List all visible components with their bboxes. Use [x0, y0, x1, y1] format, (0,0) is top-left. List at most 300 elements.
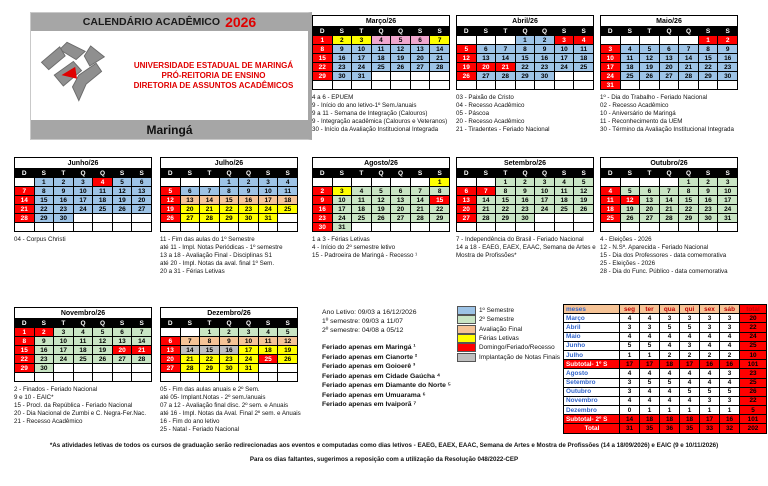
summary-day-cell: 3 [660, 314, 680, 323]
weekday-header: S [332, 27, 352, 36]
summary-row-julho [564, 350, 767, 359]
weekday-header: D [15, 169, 35, 178]
day-cell: 30 [332, 72, 352, 81]
day-cell: 19 [574, 196, 594, 205]
weekday-header: S [698, 169, 718, 178]
day-cell: 14 [659, 196, 679, 205]
day-cell: 25 [73, 355, 93, 364]
summary-total-cell: 22 [740, 396, 767, 405]
day-cell: 27 [640, 214, 660, 223]
week-row [601, 178, 738, 187]
day-cell: 12 [93, 337, 113, 346]
day-cell: 3 [332, 187, 352, 196]
week-row [161, 337, 298, 346]
summary-day-cell: 4 [640, 396, 660, 405]
summary-day-cell: 4 [660, 369, 680, 378]
empty-cell [640, 178, 660, 187]
day-cell: 22 [430, 205, 450, 214]
weekday-header: T [640, 27, 660, 36]
day-cell: 24 [73, 205, 93, 214]
empty-cell [659, 81, 679, 90]
day-cell: 29 [34, 214, 54, 223]
weekday-header: D [15, 319, 35, 328]
day-cell: 4 [73, 328, 93, 337]
summary-day-cell: 16 [700, 360, 720, 369]
day-cell: 21 [496, 63, 516, 72]
day-cell: 19 [457, 63, 477, 72]
summary-day-cell: 4 [700, 341, 720, 350]
day-cell: 15 [200, 346, 220, 355]
summary-row-subtotal-2-s [564, 415, 767, 424]
weekday-header: Q [679, 169, 699, 178]
day-cell: 14 [430, 45, 450, 54]
empty-cell [15, 223, 35, 232]
day-cell: 26 [112, 205, 132, 214]
day-cell: 8 [698, 45, 718, 54]
day-cell: 28 [410, 214, 430, 223]
day-cell: 10 [601, 54, 621, 63]
summary-day-cell: 35 [640, 424, 660, 433]
header-block [30, 12, 312, 140]
summary-day-cell: 4 [720, 332, 740, 341]
week-row [313, 72, 450, 81]
day-cell: 18 [620, 63, 640, 72]
day-cell: 4 [352, 187, 372, 196]
calendar-notes-outubro [600, 236, 748, 276]
week-row [457, 178, 594, 187]
day-cell: 2 [332, 36, 352, 45]
summary-day-cell: 17 [620, 360, 640, 369]
empty-cell [457, 81, 477, 90]
calendar-note: 1 a 3 - Férias Letivas [312, 236, 370, 243]
legend-swatch-icon [457, 353, 476, 362]
summary-day-cell: 4 [620, 332, 640, 341]
summary-col-header: meses [564, 305, 620, 314]
empty-cell [93, 223, 113, 232]
day-cell: 28 [430, 63, 450, 72]
empty-cell [457, 36, 477, 45]
empty-cell [620, 223, 640, 232]
empty-cell [112, 214, 132, 223]
day-cell: 12 [574, 187, 594, 196]
week-row [161, 364, 298, 373]
day-cell: 21 [410, 205, 430, 214]
summary-row-abril [564, 323, 767, 332]
day-cell: 23 [718, 63, 738, 72]
calendar-note: 04 - Corpus Christi [14, 236, 66, 243]
day-cell: 23 [219, 355, 239, 364]
weekday-header: S [554, 169, 574, 178]
weekday-header: D [161, 169, 181, 178]
day-cell: 3 [554, 36, 574, 45]
week-row [601, 72, 738, 81]
day-cell: 25 [278, 205, 298, 214]
summary-day-cell: 18 [660, 415, 680, 424]
info-block [322, 308, 464, 410]
day-cell: 12 [620, 196, 640, 205]
day-cell: 21 [132, 346, 152, 355]
calendar-note: até 16 - Impl. Notas da Aval. Final 2º sem. e Anuais [160, 410, 301, 417]
day-cell: 9 [332, 45, 352, 54]
day-cell: 19 [161, 205, 181, 214]
week-row [457, 72, 594, 81]
weekday-header: Q [93, 319, 113, 328]
empty-cell [112, 373, 132, 382]
day-cell: 10 [554, 45, 574, 54]
day-cell: 23 [535, 63, 555, 72]
calendar-note: 4 - Início do 2º semestre letivo [312, 244, 396, 251]
summary-day-cell: 4 [680, 396, 700, 405]
calendar-note: 28 - Dia do Func. Público - data comemorativa [600, 268, 728, 275]
summary-day-cell: 31 [620, 424, 640, 433]
day-cell: 14 [496, 54, 516, 63]
day-cell: 16 [219, 346, 239, 355]
day-cell: 7 [180, 337, 200, 346]
week-row [601, 223, 738, 232]
campus-holiday-line: Feriado apenas em Ivaiporã ⁷ [322, 401, 417, 408]
day-cell: 30 [515, 214, 535, 223]
day-cell: 15 [496, 196, 516, 205]
day-cell: 18 [574, 54, 594, 63]
summary-month-name: Subtotal- 1º S [564, 360, 620, 369]
day-cell: 26 [640, 72, 660, 81]
day-cell: 14 [476, 196, 496, 205]
summary-day-cell: 1 [660, 406, 680, 415]
info-gap [322, 335, 464, 343]
weekday-header: Q [239, 169, 259, 178]
week-row [601, 45, 738, 54]
day-cell: 21 [180, 355, 200, 364]
day-cell: 28 [200, 214, 220, 223]
empty-cell [620, 36, 640, 45]
summary-row-dezembro [564, 406, 767, 415]
day-cell: 9 [515, 187, 535, 196]
calendar-note: 7 - Independência do Brasil - Feriado Nacional [456, 236, 584, 243]
day-cell: 20 [132, 196, 152, 205]
day-cell: 12 [371, 196, 391, 205]
empty-cell [34, 373, 54, 382]
calendar-notes-junho [14, 236, 162, 244]
day-cell: 25 [258, 355, 278, 364]
day-cell: 24 [239, 355, 259, 364]
empty-cell [659, 223, 679, 232]
summary-header-row [564, 305, 767, 314]
empty-cell [180, 223, 200, 232]
summary-day-cell: 5 [640, 378, 660, 387]
day-cell: 31 [258, 214, 278, 223]
legend-item [457, 306, 569, 315]
day-cell: 13 [161, 346, 181, 355]
week-row [457, 205, 594, 214]
period-line: 2º semestre: 04/08 a 05/12 [322, 327, 404, 334]
day-cell: 17 [258, 196, 278, 205]
summary-day-cell: 4 [660, 387, 680, 396]
day-cell: 30 [535, 72, 555, 81]
summary-day-cell: 1 [620, 350, 640, 359]
day-cell: 17 [54, 346, 74, 355]
day-cell: 16 [332, 54, 352, 63]
day-cell: 7 [659, 187, 679, 196]
weekday-header: S [430, 169, 450, 178]
day-cell: 15 [698, 54, 718, 63]
empty-cell [574, 81, 594, 90]
summary-col-header: seg [620, 305, 640, 314]
uem-logo-icon [36, 38, 118, 114]
summary-day-cell: 4 [620, 369, 640, 378]
day-cell: 28 [476, 214, 496, 223]
summary-month-name: Novembro [564, 396, 620, 405]
day-cell: 17 [718, 196, 738, 205]
legend-swatch-icon [457, 325, 476, 334]
empty-cell [200, 373, 220, 382]
weekday-header: Q [371, 169, 391, 178]
empty-cell [391, 223, 411, 232]
summary-total-cell: 20 [740, 314, 767, 323]
summary-total-cell: 24 [740, 332, 767, 341]
day-cell: 8 [496, 187, 516, 196]
summary-day-cell: 4 [680, 369, 700, 378]
day-cell: 28 [496, 72, 516, 81]
weekday-header: T [54, 319, 74, 328]
day-cell: 24 [258, 205, 278, 214]
day-cell: 6 [659, 45, 679, 54]
empty-cell [535, 81, 555, 90]
legend-label: Férias Letivas [479, 335, 519, 343]
day-cell: 23 [515, 205, 535, 214]
day-cell: 27 [161, 364, 181, 373]
calendar-note: 9 - Início do ano letivo-1º Sem./anuais [312, 102, 417, 109]
summary-month-name: Subtotal- 2º S [564, 415, 620, 424]
day-cell: 22 [200, 355, 220, 364]
week-row [15, 205, 152, 214]
empty-cell [601, 223, 621, 232]
calendar-table-junho [14, 157, 152, 232]
day-cell: 20 [391, 205, 411, 214]
empty-cell [258, 364, 278, 373]
day-cell: 25 [371, 63, 391, 72]
day-cell: 29 [219, 214, 239, 223]
day-cell: 5 [640, 45, 660, 54]
summary-day-cell: 17 [680, 360, 700, 369]
campus-holiday-line: Feriado apenas em Diamante do Norte ⁵ [322, 382, 451, 389]
summary-day-cell: 4 [640, 314, 660, 323]
weekday-header: D [313, 169, 333, 178]
day-cell: 6 [391, 187, 411, 196]
legend-swatch-icon [457, 334, 476, 343]
day-cell: 10 [258, 187, 278, 196]
day-cell: 30 [219, 364, 239, 373]
day-cell: 28 [15, 214, 35, 223]
week-row [457, 223, 594, 232]
summary-day-cell: 3 [720, 314, 740, 323]
legend-swatch-icon [457, 343, 476, 352]
day-cell: 12 [391, 45, 411, 54]
empty-cell [620, 178, 640, 187]
day-cell: 8 [200, 337, 220, 346]
day-cell: 26 [574, 205, 594, 214]
day-cell: 7 [496, 45, 516, 54]
day-cell: 5 [371, 187, 391, 196]
day-cell: 15 [219, 196, 239, 205]
empty-cell [410, 81, 430, 90]
day-cell: 29 [698, 72, 718, 81]
summary-day-cell: 18 [640, 415, 660, 424]
summary-day-cell: 4 [620, 314, 640, 323]
summary-day-cell: 14 [620, 415, 640, 424]
legend-swatch-icon [457, 306, 476, 315]
day-cell: 4 [371, 36, 391, 45]
day-cell: 18 [258, 346, 278, 355]
empty-cell [515, 81, 535, 90]
day-cell: 18 [278, 196, 298, 205]
weekday-header: T [54, 169, 74, 178]
day-cell: 26 [278, 355, 298, 364]
summary-day-cell: 4 [660, 341, 680, 350]
calendar-note: 20 a 31 - Férias Letivas [160, 268, 225, 275]
day-cell: 21 [430, 54, 450, 63]
empty-cell [554, 214, 574, 223]
summary-day-cell: 5 [660, 378, 680, 387]
day-cell: 28 [659, 214, 679, 223]
summary-day-cell: 4 [700, 332, 720, 341]
day-cell: 22 [679, 205, 699, 214]
day-cell: 7 [15, 187, 35, 196]
empty-cell [54, 364, 74, 373]
weekday-header: T [200, 319, 220, 328]
empty-cell [410, 178, 430, 187]
day-cell: 25 [601, 214, 621, 223]
summary-day-cell: 4 [700, 369, 720, 378]
calendar-note: 2 - Finados - Feriado Nacional [14, 386, 98, 393]
day-cell: 27 [659, 72, 679, 81]
summary-day-cell: 35 [680, 424, 700, 433]
day-cell: 2 [698, 178, 718, 187]
calendar-note: 15 - Padroeira de Maringá - Recesso ¹ [312, 252, 418, 259]
calendar-month-title: Julho/26 [161, 158, 298, 169]
summary-month-name: Julho [564, 350, 620, 359]
day-cell: 5 [620, 187, 640, 196]
campus-holiday-line: Feriado apenas em Goioerê ³ [322, 363, 416, 370]
summary-month-name: Agosto [564, 369, 620, 378]
day-cell: 8 [430, 187, 450, 196]
empty-cell [352, 178, 372, 187]
empty-cell [496, 223, 516, 232]
week-row [15, 355, 152, 364]
weekday-header: T [640, 169, 660, 178]
day-cell: 11 [352, 196, 372, 205]
day-cell: 9 [698, 187, 718, 196]
summary-col-header: qua [660, 305, 680, 314]
day-cell: 2 [313, 187, 333, 196]
day-cell: 22 [515, 63, 535, 72]
weekday-header: S [476, 169, 496, 178]
empty-cell [659, 36, 679, 45]
week-row [313, 36, 450, 45]
day-cell: 18 [73, 346, 93, 355]
day-cell: 17 [601, 63, 621, 72]
campus-holiday-line: Feriado apenas em Cianorte ² [322, 353, 418, 361]
day-cell: 10 [54, 337, 74, 346]
weekday-header: Q [239, 319, 259, 328]
day-cell: 9 [34, 337, 54, 346]
calendar-notes-agosto [312, 236, 460, 260]
calendar-novembro [14, 307, 152, 426]
day-cell: 10 [535, 187, 555, 196]
day-cell: 8 [313, 45, 333, 54]
empty-cell [239, 373, 259, 382]
legend-item [457, 334, 569, 343]
weekday-header: S [698, 27, 718, 36]
summary-total-cell: 101 [740, 360, 767, 369]
calendar-note: até 11 - Impl. Notas Periódicas - 1º semestre [160, 244, 283, 251]
day-cell: 28 [180, 364, 200, 373]
day-cell: 14 [132, 337, 152, 346]
day-cell: 9 [54, 187, 74, 196]
day-cell: 13 [457, 196, 477, 205]
calendar-note: 30 - Início da Avaliação Institucional Integrada [312, 126, 439, 133]
calendar-note: 05 - Páscoa [456, 110, 490, 117]
summary-day-cell: 5 [640, 341, 660, 350]
calendar-note: 03 - Paixão de Cristo [456, 94, 514, 101]
legend [457, 306, 569, 362]
day-cell: 13 [410, 45, 430, 54]
summary-day-cell: 3 [720, 323, 740, 332]
empty-cell [430, 223, 450, 232]
summary-day-cell: 4 [720, 378, 740, 387]
calendar-notes-julho [160, 236, 308, 276]
day-cell: 16 [313, 205, 333, 214]
weekday-header: D [313, 27, 333, 36]
weekday-header: Q [679, 27, 699, 36]
summary-day-cell: 17 [700, 415, 720, 424]
empty-cell [496, 36, 516, 45]
day-cell: 5 [391, 36, 411, 45]
day-cell: 27 [410, 63, 430, 72]
day-cell: 17 [332, 205, 352, 214]
day-cell: 1 [15, 328, 35, 337]
empty-cell [313, 81, 333, 90]
calendar-table-abril [456, 15, 594, 90]
day-cell: 22 [34, 205, 54, 214]
day-cell: 2 [219, 328, 239, 337]
calendar-note: 11 - Reconhecimento da UEM [600, 118, 683, 125]
day-cell: 29 [15, 364, 35, 373]
day-cell: 13 [659, 54, 679, 63]
empty-cell [554, 81, 574, 90]
legend-label: Avaliação Final [479, 325, 523, 333]
week-row [161, 196, 298, 205]
week-row [313, 54, 450, 63]
week-row [161, 346, 298, 355]
calendar-month-title: Junho/26 [15, 158, 152, 169]
day-cell: 7 [430, 36, 450, 45]
weekday-header: Q [73, 169, 93, 178]
day-cell: 12 [278, 337, 298, 346]
summary-row-junho [564, 341, 767, 350]
empty-cell [132, 364, 152, 373]
week-row [161, 178, 298, 187]
summary-total-cell: 23 [740, 369, 767, 378]
summary-day-cell: 3 [680, 341, 700, 350]
summary-day-cell: 18 [680, 415, 700, 424]
day-cell: 25 [574, 63, 594, 72]
day-cell: 25 [620, 72, 640, 81]
day-cell: 17 [352, 54, 372, 63]
week-row [457, 81, 594, 90]
weekday-header: Q [515, 27, 535, 36]
weekday-header: D [457, 169, 477, 178]
summary-day-cell: 17 [640, 360, 660, 369]
